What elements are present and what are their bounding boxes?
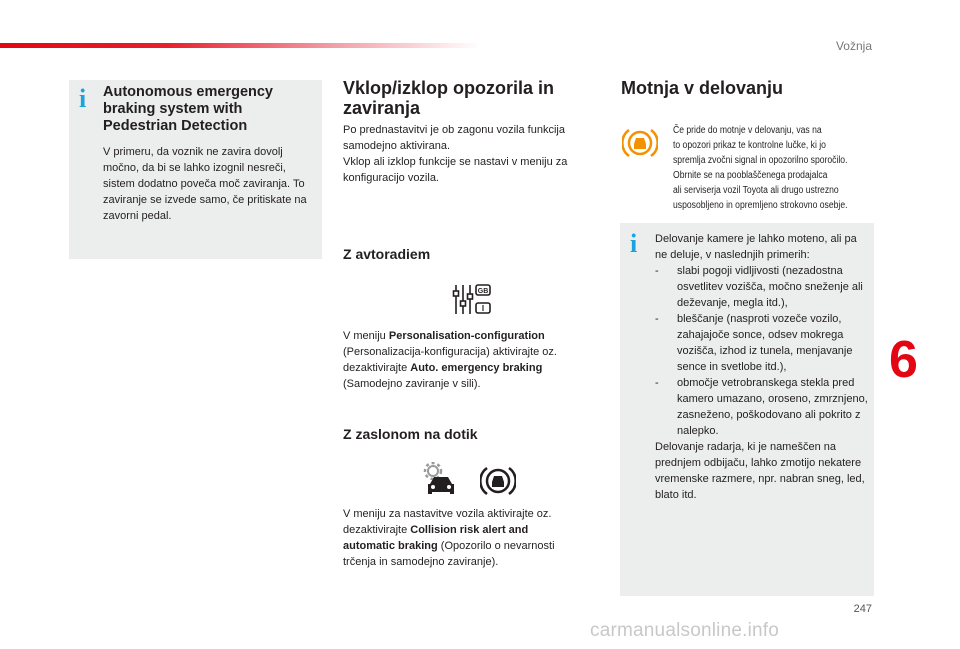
settings-sliders-icon [452, 283, 492, 317]
info-icon: i [630, 229, 638, 258]
info-box-body: V primeru, da voznik ne zavira dovolj močno, da bi se lahko izognil nesreči, sistem dodatno poveča moč zaviranja. To zaviranje se izvede samo, če pritiskate na zavorni pedal. [103, 146, 307, 222]
list-item: - območje vetrobranskega stekla pred kamero umazano, oroseno, zmrznjeno, zasneženo, poškodovano ali pokrito z nalepko. [655, 377, 868, 437]
section-radio-title: Z avtoradiem [343, 246, 431, 262]
section-radio-text: V meniju Personalisation-configuration (Personalizacija-konfiguracija) aktivirajte oz. dezaktivirajte Auto. emergency braking (Samodejno zaviranje v sili). [343, 330, 557, 390]
section-touchscreen-title: Z zaslonom na dotik [343, 426, 478, 442]
list-item: - bleščanje (nasproti vozeče vozilo, zahajajoče sonce, odsev mokrega vozišča, izhod iz tunela, menjavanje sence in svetlobe itd.), [655, 313, 853, 373]
column2-intro: Po prednastavitvi je ob zagonu vozila funkcija samodejno aktivirana. Vklop ali izklop funkcije se nastavi v meniju za konfiguracijo vozila. [343, 124, 568, 184]
info-box-title: Autonomous emergency braking system with Pedestrian Detection [103, 84, 273, 134]
info-box-text: Delovanje kamere je lahko moteno, ali pa ne deluje, v naslednjih primerih: - slabi pogoji vidljivosti (nezadostna osvetlitev vozišča, močno sneženje ali deževanje, megla itd.), - bleščanje (nasproti vozeče vozilo, zahajajoče sonce, odsev mokrega vozišča, izhod iz tunela, menjavanje sence in svetlobe itd.), - območje vetrobranskega stekla pred kamero umazano, oroseno, zmrznjeno, zasneženo, poškodovano ali pokrito z nalepko. Delovanje radarja, ki je nameščen na prednjem odbijaču, lahko zmotijo nekatere vremenske razmere, npr. nabran sneg, led, blato itd. [655, 231, 870, 503]
watermark: carmanualsonline.info [590, 620, 780, 641]
column3-title: Motnja v delovanju [621, 78, 784, 98]
column2-title: Vklop/izklop opozorila in zaviranja [343, 78, 555, 118]
collision-alert-icon [480, 464, 516, 498]
section-touchscreen-text: V meniju za nastavitve vozila aktivirajte oz. dezaktivirajte Collision risk alert and automatic braking (Opozorilo o nevarnosti trčenja in samodejno zaviranje). [343, 508, 555, 568]
car-settings-icon [422, 462, 460, 498]
info-icon: i [79, 84, 87, 113]
badge-i: I [481, 304, 485, 313]
list-item: - slabi pogoji vidljivosti (nezadostna osvetlitev vozišča, močno sneženje ali deževanje, megla itd.), [655, 265, 863, 309]
header-accent-bar [0, 43, 480, 48]
chapter-number: 6 [889, 331, 918, 389]
collision-warning-orange-icon [622, 126, 658, 160]
badge-gb: GB [477, 288, 489, 295]
section-label: Vožnja [835, 39, 872, 53]
warning-text: Če pride do motnje v delovanju, vas na to opozori prikaz te kontrolne lučke, ki jo spremlja zvočni signal in opozorilno sporočilo. Obrnite se na pooblaščenega prodajalca ali serviserja vozil Toyota ali drugo ustrezno usposobljeno in opremljeno strokovno osebje. [673, 125, 848, 211]
info-box-aeb [69, 80, 322, 259]
info-box-malfunction [620, 223, 874, 596]
page-number: 247 [853, 603, 872, 615]
